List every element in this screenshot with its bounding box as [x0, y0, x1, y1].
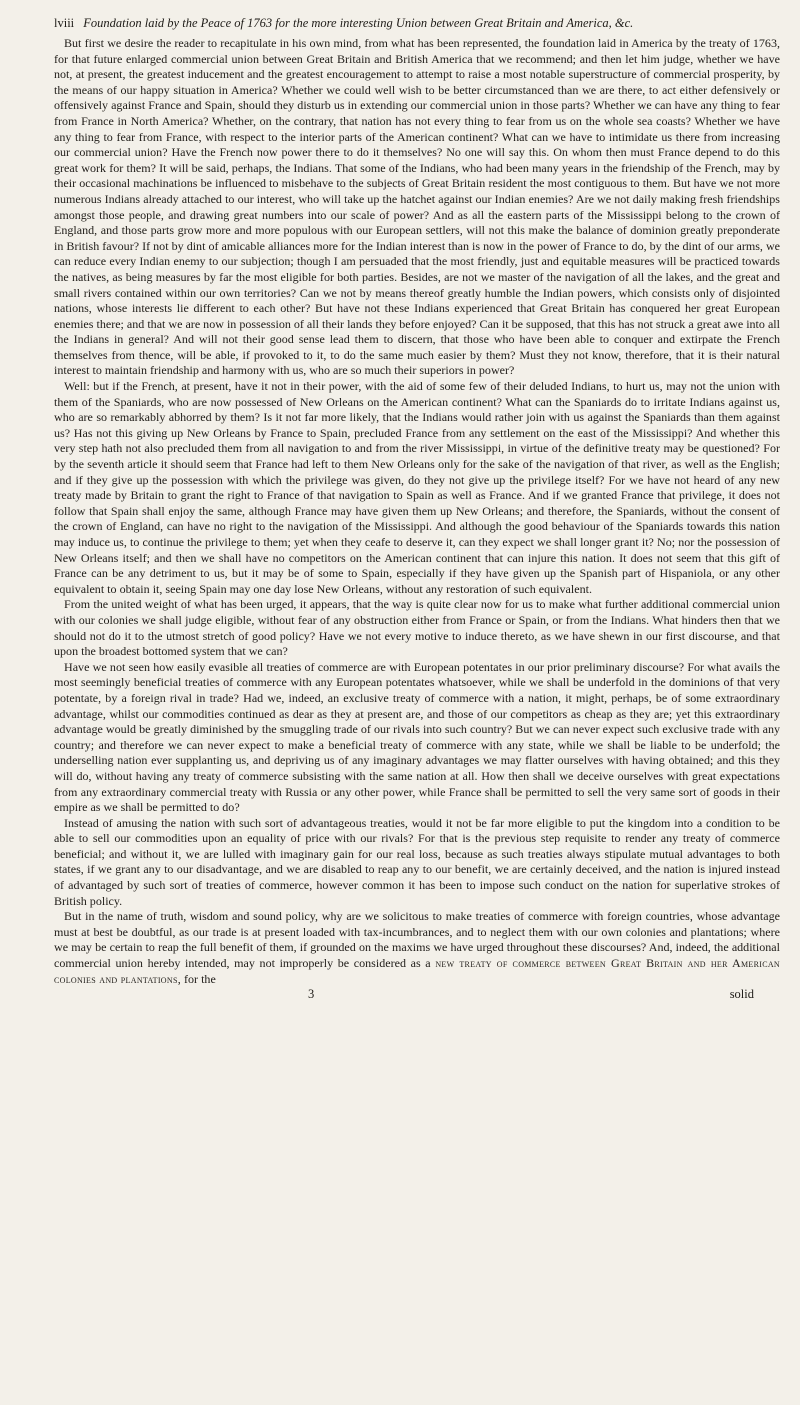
page-number: lviii — [54, 16, 75, 30]
catchword: solid — [729, 987, 754, 1002]
paragraph: Have we not seen how easily evasible all treaties of commerce are with European potentates in our prior preliminary discourse? For what avails the most seemingly beneficial treaties of commerce with any European potentates whatsoever, while we shall be underfold in the dominions of that very potentate, by a foreign rival in trade? Had we, indeed, an exclusive treaty of commerce with a nation, it might, perhaps, be of some extraordinary advantage, whilst our commodities continued as dear as they at present are, and those of our competitors as cheap as they are; yet this extraordinary advantage would be greatly diminished by the smuggling trade of our rivals into such country? But we can never expect such exclusive trade with any country; and therefore we can never expect to make a beneficial treaty of commerce with any state, while we shall be liable to be underfold; the underselling nation ever supplanting us, and depriving us of any imaginary advantages we may flatter ourselves with having obtained; and this they will do, without having any treaty of commerce subsisting with the same nation at all. How then shall we deceive ourselves with great expectations from any extraordinary commercial treaty with Russia or any other power, while France shall be permitted to sell the very same sort of goods in their empire as we shall be permitted to do? — [54, 659, 780, 815]
page-footer — [54, 987, 780, 1002]
paragraph: From the united weight of what has been urged, it appears, that the way is quite clear now for us to make what further additional commercial union with our colonies we shall judge eligible, without fear of any obstruction either from France or Spain, or from the Indians. What hinders then that we should not do it to the utmost stretch of good policy? Have we not every motive to induce thereto, as we have shewn in our first discourse, and that upon the broadest bottomed system that we can? — [54, 597, 780, 659]
paragraph-last — [54, 909, 780, 987]
small-caps-phrase: new treaty of commerce between Great Britain and her American colonies and plantations, — [54, 956, 780, 986]
paragraph: But first we desire the reader to recapitulate in his own mind, from what has been represented, the foundation laid in America by the treaty of 1763, for that future enlarged commercial union between Great Britain and British America that we recommend; and then let him judge, whether we have not, at present, the greatest inducement and the greatest encouragement to attempt to raise a most notable superstructure of commercial prosperity, by the means of our happy situation in America? Whether we could well wish to be better circumstanced than we are there, to act either defensively or offensively against France and Spain, should they disturb us in extending our commercial union in those parts? Whether we can have any thing to fear from France in North America? Whether, on the contrary, that nation has not every thing to fear from us on the whole sea coasts? Whether we have any thing to fear from France, with respect to the interior parts of the American continent? What can we have to intimidate us there from increasing our commercial union? Have the French now power there to do it themselves? No one will say this. On whom then must France depend to do this great work for them? It will be said, perhaps, the Indians. That some of the Indians, who had been many years in the friendship of the French, may by their occasional machinations be influenced to misbehave to the subjects of Great Britain resident the most contiguous to them. But have we not more numerous Indians already attached to our interest, who will take up the hatchet against our Indian enemies? Are we not daily making fresh friendships amongst those people, and drawing great numbers into our scale of power? And as all the eastern parts of the Mississippi belong to the crown of England, and those parts grow more and more populous with our European settlers, will not this make the balance of dominion greatly preponderate in British favour? If not by dint of amicable alliances more for the Indian interest than is now in the power of France to do, by the dint of our arms, we can reduce every Indian enemy to our subjection; though I am persuaded that the most friendly, just and equitable measures will be practiced towards the natives, as being measures by far the most eligible for both parties. Besides, are not we master of the navigation of all the lakes, and the great and small rivers contained within our own territories? Can we not by means thereof greatly humble the Indian powers, which consists only of disjointed nations, whose interests lie different to each other? But have not these Indians experienced that Great Britain has conquered her great European enemies there; and that we are now in possession of all their lands they before enjoyed? Can it be supposed, that this has not struck a great awe into all the Indians in general? And will not their good sense lead them to discern, that those who have been able to conquer and extirpate the French themselves from thence, will be able, if provoked to it, to do the same much easier by them? Must they not know, therefore, that it is their natural interest to maintain friendship and harmony with us, who are so much their superiors in power? — [54, 36, 780, 378]
signature-mark: 3 — [308, 987, 315, 1002]
body-text — [54, 36, 780, 987]
paragraph: Instead of amusing the nation with such sort of advantageous treaties, would it not be far more eligible to put the kingdom into a condition to be able to sell our commodities upon an equality of price with our rivals? For that is the previous step requisite to render any treaty of commerce beneficial; and without it, we are lulled with imaginary gain for our real loss, because as such treaties always stipulate mutual advantages to both states, if we grant any to our disadvantage, and we are disabled to reap any to our benefit, we are certainly deceived, and the nation is injured instead of advantaged by such sort of treaties of commerce, however common it has been to impose such conduct on the nation for superlative strokes of British policy. — [54, 815, 780, 908]
paragraph-tail: for the — [181, 971, 216, 986]
paragraph: Well: but if the French, at present, have it not in their power, with the aid of some few of their deluded Indians, to hurt us, may not the union with them of the Spaniards, who are now possessed of New Orleans on the American continent? What can the Spaniards do to irritate Indians against us, who are so remarkably abhorred by them? Is it not far more likely, that the Indians would rather join with us against the Spaniards than them against us? Has not this giving up New Orleans by France to Spain, precluded France from any settlement on the east of the Mississippi? And whether this very step hath not also precluded them from all navigation to and from the river Mississippi, in virtue of the definitive treaty may be questioned? For by the seventh article it should seem that France had left to them New Orleans only for the sake of the navigation of that river, as well as the English; and if they give up the possession with which the privilege was given, do they not give up the privilege itself? For we have not heard of any new treaty made by Britain to grant the right to France of that navigation to Spain as well as France. And if we granted France that privilege, it does not follow that Spain shall enjoy the same, although France may have given them up New Orleans; and therefore, the Spaniards, without the consent of the crown of England, can have no right to the navigation of the Mississippi. And although the good behaviour of the Spaniards towards this nation may induce us, to continue the privilege to them; yet when they ceafe to deserve it, can they expect we shall longer grant it? No; nor the possession of New Orleans itself; and then we shall have no competitors on the American continent that can injure this nation. It does not seem that this gift of France can be any detriment to us, but it may be of some to Spain, especially if they have given up the Spanish part of Hispaniola, or any other equivalent to obtain it, seeing Spain may one day lose New Orleans, without any restoration of such equivalent. — [54, 379, 780, 596]
running-title: Foundation laid by the Peace of 1763 for the more interesting Union between Great Britain and America, &c. — [83, 16, 634, 30]
running-head — [54, 14, 780, 32]
paragraph-text: But in the name of truth, wisdom and sound policy, why are we solicitous to make treaties of commerce with foreign countries, whose advantage must at best be doubtful, as our trade is at present loaded with tax-incumbrances, and to neglect them with our own colonies and plantations; where we may be certain to reap the full benefit of them, if grounded on the maxims we have urged throughout these discourses? And, indeed, the additional commercial union hereby intended, may not improperly be considered as a — [54, 909, 780, 971]
